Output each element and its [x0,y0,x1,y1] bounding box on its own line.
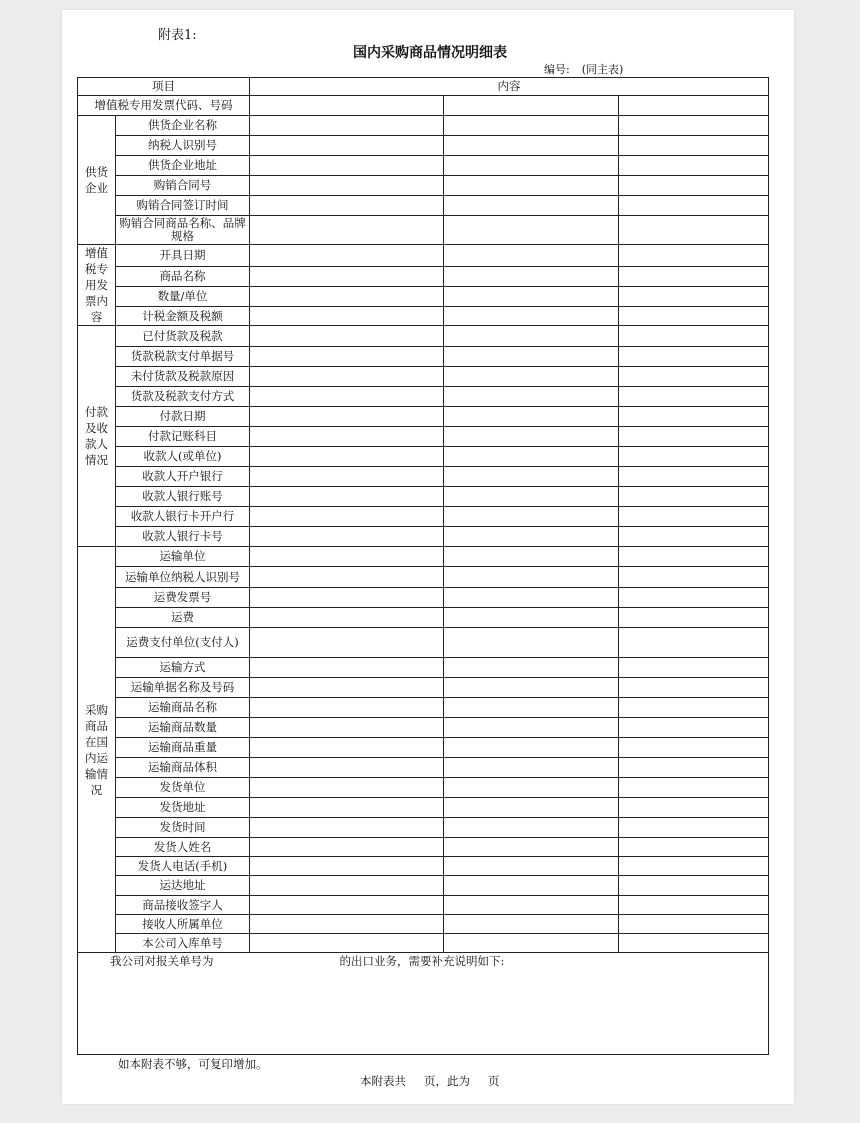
table-row [78,698,769,718]
page-count-prefix: 本附表共 [360,1074,406,1088]
content-cell[interactable] [619,427,769,447]
content-cell[interactable] [444,447,619,467]
content-cell[interactable] [250,678,444,698]
content-cell[interactable] [619,608,769,628]
row-label: 增值税专用发票代码、号码 [78,96,250,116]
number-label: 编号: [544,63,570,76]
content-cell[interactable] [250,718,444,738]
content-cell[interactable] [250,857,444,876]
content-cell[interactable] [250,738,444,758]
column-header-content: 内容 [250,78,769,96]
table-row [78,287,769,307]
content-cell[interactable] [619,367,769,387]
content-cell[interactable] [444,838,619,857]
content-cell[interactable] [444,347,619,367]
content-cell[interactable] [619,176,769,196]
table-row [78,857,769,876]
content-cell[interactable] [444,698,619,718]
content-cell[interactable] [250,698,444,718]
row-label: 收款人(或单位) [116,447,250,467]
table-row [78,156,769,176]
content-cell[interactable] [619,896,769,915]
document-title: 国内采购商品情况明细表 [353,45,507,61]
content-cell[interactable] [619,798,769,818]
content-cell[interactable] [444,136,619,156]
content-cell[interactable] [250,876,444,896]
content-cell[interactable] [250,608,444,628]
row-label: 货款及税款支付方式 [116,387,250,407]
content-cell[interactable] [619,307,769,326]
content-cell[interactable] [619,718,769,738]
table-row [78,447,769,467]
content-cell[interactable] [250,407,444,427]
row-label: 购销合同签订时间 [116,196,250,216]
content-cell[interactable] [619,347,769,367]
row-label: 运输单位 [116,547,250,567]
content-cell[interactable] [250,427,444,447]
content-cell[interactable] [619,678,769,698]
content-cell[interactable] [250,447,444,467]
content-cell[interactable] [444,487,619,507]
table-row [78,798,769,818]
row-label: 付款日期 [116,407,250,427]
row-label: 发货单位 [116,778,250,798]
group-label: 增值税专用发票内容 [78,245,116,326]
content-cell[interactable] [444,738,619,758]
content-cell[interactable] [619,915,769,934]
row-label: 购销合同商品名称、品牌规格 [116,216,250,245]
attachment-label: 附表1: [158,28,197,43]
content-cell[interactable] [619,156,769,176]
content-cell[interactable] [619,507,769,527]
content-cell[interactable] [619,547,769,567]
content-cell[interactable] [250,96,444,116]
row-label: 计税金额及税额 [116,307,250,326]
content-cell[interactable] [619,447,769,467]
content-cell[interactable] [444,588,619,608]
row-label: 供货企业地址 [116,156,250,176]
table-row [78,176,769,196]
table-header-row [78,78,769,96]
row-label: 收款人银行账号 [116,487,250,507]
content-cell[interactable] [619,467,769,487]
table-row [78,934,769,953]
row-label: 开具日期 [116,245,250,267]
content-cell[interactable] [250,778,444,798]
content-cell[interactable] [250,758,444,778]
row-label: 本公司入库单号 [116,934,250,953]
content-cell[interactable] [619,527,769,547]
table-row [78,307,769,326]
content-cell[interactable] [619,216,769,245]
content-cell[interactable] [444,156,619,176]
row-label: 运费支付单位(支付人) [116,628,250,658]
content-cell[interactable] [250,798,444,818]
page-count-suffix: 页 [488,1074,500,1088]
content-cell[interactable] [250,487,444,507]
table-row [78,347,769,367]
table-row [78,507,769,527]
content-cell[interactable] [619,628,769,658]
content-cell[interactable] [250,387,444,407]
content-cell[interactable] [619,758,769,778]
content-cell[interactable] [250,915,444,934]
footnote: 如本附表不够，可复印增加。 [118,1057,268,1071]
content-cell[interactable] [444,287,619,307]
content-cell[interactable] [250,818,444,838]
page-count-middle: 页，此为 [424,1074,470,1088]
row-label: 付款记账科目 [116,427,250,447]
row-label: 发货人电话(手机) [116,857,250,876]
row-label: 运输商品体积 [116,758,250,778]
table-row [78,387,769,407]
content-cell[interactable] [619,487,769,507]
notes-text-part1: 我公司对报关单号为 [110,954,214,968]
content-cell[interactable] [250,196,444,216]
page-count [360,1073,500,1089]
content-cell[interactable] [619,838,769,857]
row-label: 商品名称 [116,267,250,287]
content-cell[interactable] [619,857,769,876]
content-cell[interactable] [444,778,619,798]
table-row [78,718,769,738]
content-cell[interactable] [250,176,444,196]
content-cell[interactable] [250,216,444,245]
row-label: 已付货款及税款 [116,326,250,347]
row-label: 收款人银行卡开户行 [116,507,250,527]
content-cell[interactable] [619,738,769,758]
content-cell[interactable] [619,287,769,307]
content-cell[interactable] [444,628,619,658]
content-cell[interactable] [619,326,769,347]
table-row [78,818,769,838]
table-row [78,778,769,798]
content-cell[interactable] [444,678,619,698]
content-cell[interactable] [619,96,769,116]
content-cell[interactable] [250,588,444,608]
table-row [78,196,769,216]
content-cell[interactable] [250,245,444,267]
content-cell[interactable] [444,818,619,838]
content-cell[interactable] [619,267,769,287]
content-cell[interactable] [444,427,619,447]
content-cell[interactable] [250,307,444,326]
number-note: (同主表) [581,63,624,76]
content-cell[interactable] [444,176,619,196]
content-cell[interactable] [444,267,619,287]
table-row [78,427,769,447]
content-cell[interactable] [619,116,769,136]
content-cell[interactable] [444,467,619,487]
content-cell[interactable] [444,507,619,527]
group-label: 付款及收款人情况 [78,326,116,547]
table-row [78,567,769,588]
content-cell[interactable] [619,778,769,798]
table-row [78,487,769,507]
row-label: 发货人姓名 [116,838,250,857]
content-cell[interactable] [444,896,619,915]
content-cell[interactable] [444,307,619,326]
row-label: 运达地址 [116,876,250,896]
content-cell[interactable] [444,718,619,738]
content-cell[interactable] [619,387,769,407]
table-row [78,367,769,387]
row-label: 货款税款支付单据号 [116,347,250,367]
table-row [78,245,769,267]
content-cell[interactable] [250,136,444,156]
table-row [78,758,769,778]
content-cell[interactable] [619,136,769,156]
table-row [78,267,769,287]
content-cell[interactable] [444,658,619,678]
content-cell[interactable] [619,698,769,718]
content-cell[interactable] [444,116,619,136]
table-row [78,838,769,857]
content-cell[interactable] [444,857,619,876]
content-cell[interactable] [619,876,769,896]
table-row [78,628,769,658]
table-row [78,658,769,678]
content-cell[interactable] [250,116,444,136]
content-cell[interactable] [444,567,619,588]
content-cell[interactable] [444,758,619,778]
row-label: 运输商品数量 [116,718,250,738]
row-label: 纳税人识别号 [116,136,250,156]
content-cell[interactable] [619,407,769,427]
content-cell[interactable] [619,567,769,588]
content-cell[interactable] [619,588,769,608]
row-label: 发货地址 [116,798,250,818]
notes-text-part2: 的出口业务，需要补充说明如下: [339,954,505,968]
content-cell[interactable] [444,96,619,116]
table-row [78,527,769,547]
content-cell[interactable] [250,367,444,387]
row-label: 收款人开户银行 [116,467,250,487]
document-number [544,61,623,77]
content-cell[interactable] [444,245,619,267]
row-label: 运输单位纳税人识别号 [116,567,250,588]
table-row [78,96,769,116]
content-cell[interactable] [444,798,619,818]
group-label: 采购商品在国内运输情况 [78,547,116,953]
row-label: 运费发票号 [116,588,250,608]
table-row [78,326,769,347]
content-cell[interactable] [444,367,619,387]
row-label: 未付货款及税款原因 [116,367,250,387]
content-cell[interactable] [250,287,444,307]
row-label: 发货时间 [116,818,250,838]
row-label: 购销合同号 [116,176,250,196]
content-cell[interactable] [619,658,769,678]
content-cell[interactable] [619,934,769,953]
row-label: 收款人银行卡号 [116,527,250,547]
table-row [78,467,769,487]
content-cell[interactable] [250,547,444,567]
notes-cell[interactable] [78,953,769,1055]
content-cell[interactable] [250,467,444,487]
content-cell[interactable] [444,934,619,953]
table-row [78,678,769,698]
content-cell[interactable] [250,156,444,176]
row-label: 供货企业名称 [116,116,250,136]
content-cell[interactable] [250,507,444,527]
notes-row [78,953,769,1055]
content-cell[interactable] [250,658,444,678]
row-label: 接收人所属单位 [116,915,250,934]
row-label: 运输方式 [116,658,250,678]
table-row [78,136,769,156]
group-label: 供货企业 [78,116,116,245]
content-cell[interactable] [250,527,444,547]
table-row [78,216,769,245]
detail-form-table [77,77,769,1055]
column-header-item: 项目 [78,78,250,96]
table-row [78,738,769,758]
table-row [78,608,769,628]
row-label: 运输商品名称 [116,698,250,718]
content-cell[interactable] [444,527,619,547]
content-cell[interactable] [619,818,769,838]
row-label: 商品接收签字人 [116,896,250,915]
content-cell[interactable] [444,547,619,567]
content-cell[interactable] [444,608,619,628]
content-cell[interactable] [444,216,619,245]
content-cell[interactable] [444,387,619,407]
content-cell[interactable] [444,915,619,934]
content-cell[interactable] [619,196,769,216]
table-row [78,407,769,427]
table-row [78,915,769,934]
content-cell[interactable] [250,838,444,857]
table-row [78,588,769,608]
content-cell[interactable] [444,196,619,216]
table-row [78,547,769,567]
table-row [78,116,769,136]
table-row [78,896,769,915]
content-cell[interactable] [444,876,619,896]
content-cell[interactable] [444,326,619,347]
content-cell[interactable] [250,567,444,588]
content-cell[interactable] [619,245,769,267]
row-label: 运费 [116,608,250,628]
content-cell[interactable] [250,628,444,658]
content-cell[interactable] [250,326,444,347]
content-cell[interactable] [444,407,619,427]
table-row [78,876,769,896]
content-cell[interactable] [250,934,444,953]
row-label: 数量/单位 [116,287,250,307]
row-label: 运输商品重量 [116,738,250,758]
content-cell[interactable] [250,267,444,287]
content-cell[interactable] [250,347,444,367]
row-label: 运输单据名称及号码 [116,678,250,698]
content-cell[interactable] [250,896,444,915]
